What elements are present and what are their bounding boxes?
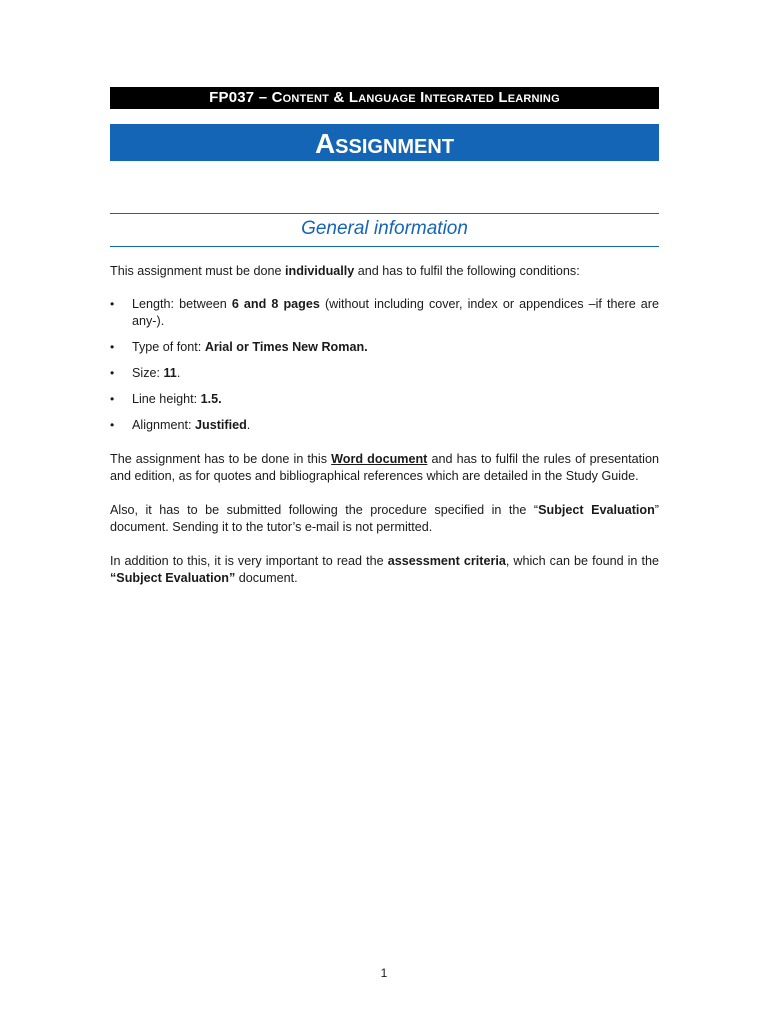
para-text: document.	[235, 571, 298, 585]
assessment-criteria-emphasis: assessment criteria	[387, 554, 506, 568]
page-number: 1	[380, 966, 388, 980]
condition-item-font	[110, 339, 659, 356]
bullet-glyph: •	[110, 366, 115, 380]
intro-text-bold: individually	[285, 264, 355, 278]
para-text: and has to fulfil the rules of presentation and edition, as for quotes and bibliographical references which are detailed in the Study Guide.	[110, 452, 659, 483]
condition-item-line-height	[110, 391, 659, 408]
subject-evaluation-emphasis: Subject Evaluation	[538, 503, 655, 517]
intro-paragraph	[110, 263, 659, 280]
condition-value: 1.5.	[200, 392, 222, 406]
condition-value: 11	[163, 366, 177, 380]
course-title-bar: FP037 – Content & Language Integrated Learning	[110, 87, 659, 109]
condition-label: Size:	[132, 366, 164, 380]
condition-note: (without including cover, index or appendices –if there are any-).	[132, 297, 659, 328]
document-body	[110, 263, 659, 604]
condition-value: Justified	[195, 418, 247, 432]
bullet-glyph: •	[110, 297, 115, 311]
condition-value: 6 and 8 pages	[231, 297, 320, 311]
condition-item-size	[110, 365, 659, 382]
section-rule-bottom	[110, 246, 659, 247]
section-rule-top	[110, 213, 659, 214]
word-document-paragraph	[110, 451, 659, 485]
condition-label: Length: between	[132, 297, 232, 311]
bullet-glyph: •	[110, 340, 115, 354]
condition-item-alignment	[110, 417, 659, 434]
condition-note: .	[176, 366, 181, 380]
subject-evaluation-emphasis: “Subject Evaluation”	[110, 571, 236, 585]
para-text: The assignment has to be done in this	[110, 452, 332, 466]
intro-text-post: and has to fulfil the following conditions:	[354, 264, 580, 278]
para-text: ” document. Sending it to the tutor’s e-mail is not permitted.	[110, 503, 659, 534]
section-heading: General information	[301, 218, 468, 239]
condition-label: Alignment:	[132, 418, 195, 432]
condition-value: Arial or Times New Roman.	[204, 340, 368, 354]
para-text: In addition to this, it is very important to read the	[110, 554, 388, 568]
bullet-glyph: •	[110, 392, 115, 406]
bullet-glyph: •	[110, 418, 115, 432]
assignment-title: Assignment	[110, 124, 659, 161]
criteria-paragraph	[110, 553, 659, 587]
submission-paragraph	[110, 502, 659, 536]
condition-item-length	[110, 296, 659, 330]
para-text: Also, it has to be submitted following the procedure specified in the “	[110, 503, 539, 517]
intro-text-pre: This assignment must be done	[110, 264, 286, 278]
conditions-list	[110, 296, 659, 434]
condition-label: Line height:	[132, 392, 201, 406]
condition-note: .	[246, 418, 251, 432]
para-text: , which can be found in the	[505, 554, 659, 568]
word-document-emphasis: Word document	[331, 452, 428, 466]
condition-label: Type of font:	[132, 340, 205, 354]
